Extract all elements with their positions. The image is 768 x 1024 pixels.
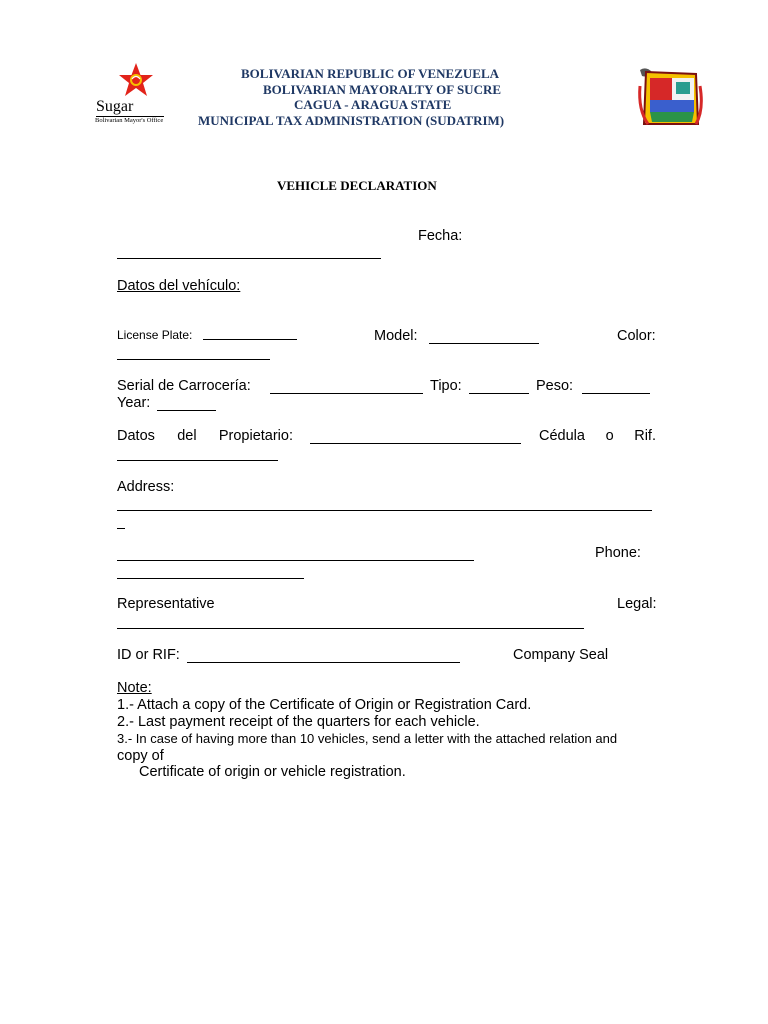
note-3-cont: copy of xyxy=(117,748,164,764)
license-plate-label: License Plate: xyxy=(117,328,193,342)
phone-line[interactable] xyxy=(117,578,304,579)
cedula-rif-label: Cédula o Rif. xyxy=(539,428,656,444)
note-2: 2.- Last payment receipt of the quarters for each vehicle. xyxy=(117,714,480,730)
address-line-1-wrap xyxy=(117,528,125,529)
fecha-label: Fecha: xyxy=(418,228,463,244)
legal-label: Legal: xyxy=(617,596,657,612)
representative-label: Representative xyxy=(117,596,215,612)
header-line-2: BOLIVARIAN MAYORALTY OF SUCRE xyxy=(263,82,502,97)
address-line-2[interactable] xyxy=(117,560,474,561)
logo-caption: Bolivarian Mayor's Office xyxy=(95,117,164,124)
color-label: Color: xyxy=(617,328,656,344)
id-rif-line[interactable] xyxy=(187,662,460,663)
note-3-cont2: Certificate of origin or vehicle registration. xyxy=(139,764,406,780)
logo-brand: Sugar xyxy=(96,98,134,115)
cedula-rif-line[interactable] xyxy=(117,460,278,461)
address-label: Address: xyxy=(117,479,175,495)
note-heading: Note: xyxy=(117,680,152,696)
address-line-1[interactable] xyxy=(117,510,652,511)
header-line-3: CAGUA - ARAGUA STATE xyxy=(294,97,452,112)
coat-of-arms-icon xyxy=(636,66,704,128)
year-label: Year: xyxy=(117,395,151,411)
document-title: VEHICLE DECLARATION xyxy=(277,178,437,193)
tipo-label: Tipo: xyxy=(430,378,462,394)
note-1: 1.- Attach a copy of the Certificate of Origin or Registration Card. xyxy=(117,697,532,713)
serial-line[interactable] xyxy=(270,393,423,394)
phone-label: Phone: xyxy=(595,545,641,561)
star-icon xyxy=(116,62,156,100)
year-line[interactable] xyxy=(157,410,216,411)
peso-label: Peso: xyxy=(536,378,574,394)
license-plate-line[interactable] xyxy=(203,339,297,340)
tipo-line[interactable] xyxy=(469,393,529,394)
owner-data-label: Datos del Propietario: xyxy=(117,428,293,444)
fecha-line[interactable] xyxy=(117,258,381,259)
header-line-1: BOLIVARIAN REPUBLIC OF VENEZUELA xyxy=(241,66,500,81)
header-line-4: MUNICIPAL TAX ADMINISTRATION (SUDATRIM) xyxy=(198,113,505,128)
peso-line[interactable] xyxy=(582,393,650,394)
company-seal-label: Company Seal xyxy=(513,647,609,663)
vehicle-data-heading: Datos del vehículo: xyxy=(117,278,241,294)
serial-label: Serial de Carrocería: xyxy=(117,378,251,394)
model-label: Model: xyxy=(374,328,418,344)
id-rif-label: ID or RIF: xyxy=(117,647,180,663)
representative-line[interactable] xyxy=(117,628,584,629)
model-line[interactable] xyxy=(429,343,539,344)
color-line[interactable] xyxy=(117,359,270,360)
note-3: 3.- In case of having more than 10 vehicles, send a letter with the attached relation and xyxy=(117,731,618,746)
owner-line[interactable] xyxy=(310,443,521,444)
